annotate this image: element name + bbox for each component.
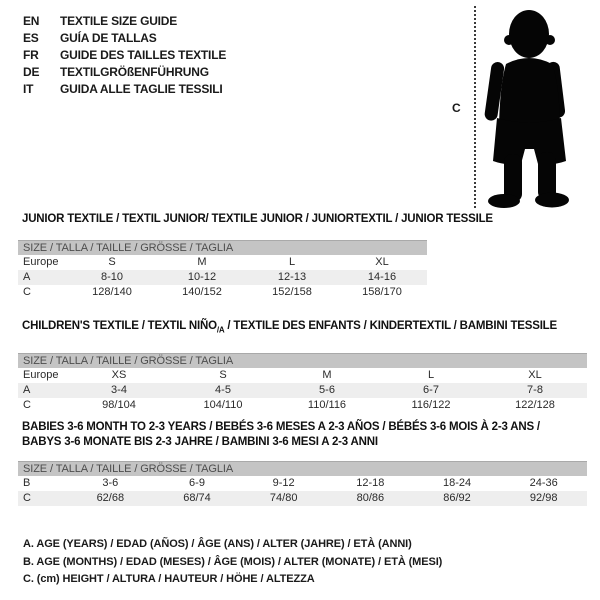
table-row (18, 398, 587, 413)
language-code: ES (23, 31, 39, 45)
table-cell: 3-6 (102, 477, 119, 489)
row-label: C (23, 285, 31, 298)
table-cell: 68/74 (183, 492, 211, 504)
table-cell: M (197, 255, 207, 268)
legend (23, 536, 442, 589)
language-row (23, 47, 226, 64)
table-cell: 110/116 (307, 398, 347, 411)
size-header: SIZE / TALLA / TAILLE / GRÖSSE / TAGLIA (18, 353, 587, 368)
table-row (18, 285, 427, 300)
table-cell: 6-9 (189, 477, 205, 489)
language-label: GUÍA DE TALLAS (60, 31, 157, 45)
table-cell: 24-36 (529, 477, 558, 489)
language-row (23, 13, 226, 30)
table-title (22, 420, 587, 449)
table-cell: 9-12 (272, 477, 295, 489)
table-cell: 62/68 (96, 492, 125, 504)
row-label: A (23, 270, 31, 283)
row-label: C (23, 492, 31, 504)
table-cell: L (288, 255, 296, 268)
table-rows (18, 255, 427, 300)
table-cell: 86/92 (443, 492, 471, 504)
table-title-line: JUNIOR TEXTILE / TEXTIL JUNIOR/ TEXTILE JUNIOR / JUNIORTEXTIL / JUNIOR TESSILE (22, 213, 493, 225)
table-rows (18, 476, 587, 506)
legend-line: C. (cm) HEIGHT / ALTURA / HAUTEUR / HÖHE / ALTEZZA (23, 573, 315, 585)
size-header: SIZE / TALLA / TAILLE / GRÖSSE / TAGLIA (18, 461, 587, 476)
table-cell: 128/140 (92, 285, 132, 298)
row-label: B (23, 477, 31, 489)
table-title (22, 319, 587, 338)
table-cell: 122/128 (515, 398, 555, 411)
row-label: A (23, 383, 31, 396)
language-list (23, 13, 226, 98)
table-cell: 98/104 (102, 398, 136, 411)
table-cell: 116/122 (411, 398, 451, 411)
table-row (18, 270, 427, 285)
size-table-section-babies (18, 420, 587, 506)
table-cell: 8-10 (100, 270, 124, 283)
language-code: EN (23, 14, 40, 28)
table-cell: 6-7 (423, 383, 439, 396)
table-cell: 4-5 (215, 383, 231, 396)
language-row (23, 30, 226, 47)
toddler-silhouette-shapes (484, 10, 569, 208)
table-cell: 10-12 (187, 270, 217, 283)
table-cell: S (219, 368, 227, 381)
row-label: Europe (23, 255, 59, 268)
table-title (22, 212, 493, 227)
table-cell: XL (375, 255, 389, 268)
table-cell: 7-8 (527, 383, 543, 396)
language-code: FR (23, 48, 39, 62)
table-cell: 3-4 (111, 383, 127, 396)
table-cell: 152/158 (272, 285, 312, 298)
size-header: SIZE / TALLA / TAILLE / GRÖSSE / TAGLIA (18, 240, 427, 255)
table-cell: M (322, 368, 332, 381)
table-title-line: CHILDREN'S TEXTILE / TEXTIL $NIÑO_{/A}$ / TEXTILE DES ENFANTS / KINDERTEXTIL / BAMBINI TESSILE (22, 320, 557, 335)
table-cell: S (108, 255, 116, 268)
table-row (18, 255, 427, 270)
language-label: GUIDE DES TAILLES TEXTILE (60, 48, 227, 62)
table-cell: 5-6 (319, 383, 335, 396)
size-table-section-children (18, 319, 587, 413)
legend-line: B. AGE (MONTHS) / EDAD (MESES) / ÂGE (MOIS) / ALTER (MONATE) / ETÀ (MESI) (23, 555, 443, 568)
language-label: TEXTILE SIZE GUIDE (60, 14, 178, 28)
language-code: DE (23, 65, 40, 79)
table-title-line: BABYS 3-6 MONATE BIS 2-3 JAHRE / BAMBINI 3-6 MESI A 2-3 ANNI (22, 435, 378, 448)
row-label: Europe (23, 368, 59, 381)
language-label: GUIDA ALLE TAGLIE TESSILI (60, 82, 223, 96)
language-row (23, 64, 226, 81)
table-cell: 158/170 (362, 285, 402, 298)
row-label: C (23, 398, 31, 411)
table-cell: 92/98 (529, 492, 558, 504)
table-row (18, 491, 587, 506)
table-row (18, 476, 587, 491)
table-cell: 140/152 (182, 285, 222, 298)
table-cell: L (427, 368, 435, 381)
toddler-silhouette-icon (482, 4, 588, 212)
table-cell: 80/86 (356, 492, 385, 504)
table-row (18, 368, 587, 383)
size-table-section-junior (18, 212, 493, 300)
language-row (23, 81, 226, 98)
table-rows (18, 368, 587, 413)
table-cell: 18-24 (442, 477, 472, 489)
height-measure-label: C (452, 101, 461, 115)
height-measure-line (474, 6, 476, 208)
table-cell: 14-16 (367, 270, 397, 283)
table-row (18, 383, 587, 398)
table-cell: 74/80 (269, 492, 298, 504)
table-cell: XS (111, 368, 127, 381)
table-cell: XL (528, 368, 542, 381)
table-title-line: BABIES 3-6 MONTH TO 2-3 YEARS / BEBÉS 3-6 MESES A 2-3 AÑOS / BÉBÉS 3-6 MOIS À 2-3 ANS / (22, 421, 540, 433)
legend-line: A. AGE (YEARS) / EDAD (AÑOS) / ÂGE (ANS) / ALTER (JAHRE) / ETÀ (ANNI) (23, 538, 412, 550)
table-cell: 12-18 (356, 477, 385, 489)
language-code: IT (23, 82, 34, 96)
language-label: TEXTILGRÖßENFÜHRUNG (60, 65, 209, 79)
table-cell: 104/110 (203, 398, 243, 411)
table-cell: 12-13 (277, 270, 307, 283)
